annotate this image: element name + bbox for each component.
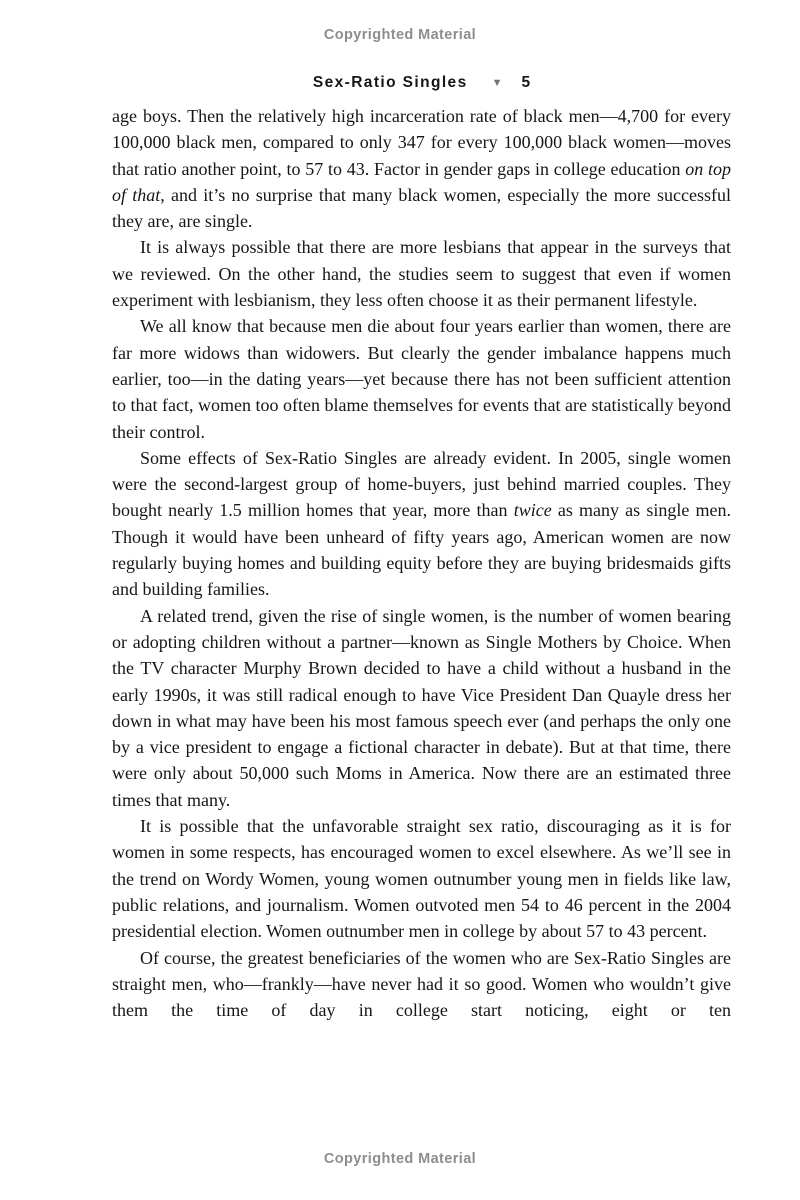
text-run: age boys. Then the relatively high incarceration rate of black men—4,700 for every 100,000 black men, compared to only 347 for every 100,000 black women—moves that ratio another point, to 57 to 43. Factor in gender gaps in college education [112, 106, 731, 179]
paragraph [112, 103, 731, 234]
page-number: 5 [521, 74, 531, 91]
paragraph [112, 813, 731, 944]
copyright-notice-top: Copyrighted Material [323, 27, 477, 43]
paragraph [112, 603, 731, 813]
text-run: Some effects of Sex-Ratio Singles are already evident. In 2005, single women were the second-largest group of home-buyers, just behind married couples. They bought nearly 1.5 million homes that year, more than [112, 447, 731, 521]
text-run: A related trend, given the rise of single women, is the number of women bearing or adopting children without a partner—known as Single Mothers by Choice. When the TV character Murphy Brown decided to have a child without a husband in the early 1990s, it was still radical enough to have Vice President Dan Quayle dress her down in what may have been his most famous speech ever (and perhaps the only one by a vice president to engage a fictional character in debate). But at that time, there were only about 50,000 such Moms in America. Now there are an estimated three times that many. [112, 605, 731, 810]
paragraph [112, 945, 731, 1024]
page-header [112, 74, 731, 92]
page-body [112, 103, 731, 1023]
running-title: Sex-Ratio Singles [312, 74, 468, 91]
italic-text-run: on top of that [112, 158, 731, 205]
text-run: , and it’s no surprise that many black women, especially the more successful they are, are single. [112, 184, 731, 232]
down-triangle-icon: ▼ [491, 77, 503, 89]
copyright-notice-bottom: Copyrighted Material [323, 1151, 477, 1167]
text-run: as many as single men. Though it would have been unheard of fifty years ago, American women are now regularly buying homes and building equity before they are buying bridesmaids gifts and building families. [112, 500, 731, 600]
italic-text-run: twice [513, 500, 552, 521]
text-run: It is always possible that there are more lesbians that appear in the surveys that we reviewed. On the other hand, the studies seem to suggest that even if women experiment with lesbianism, they less often choose it as their permanent lifestyle. [112, 237, 731, 311]
text-run: It is possible that the unfavorable straight sex ratio, discouraging as it is for women in some respects, has encouraged women to excel elsewhere. As we’ll see in the trend on Wordy Women, young women outnumber young men in fields like law, public relations, and journalism. Women outvoted men 54 to 46 percent in the 2004 presidential election. Women outnumber men in college by about 57 to 43 percent. [112, 816, 731, 942]
text-run: We all know that because men die about four years earlier than women, there are far more widows than widowers. But clearly the gender imbalance happens much earlier, too—in the dating years—yet because there has not been sufficient attention to that fact, women too often blame themselves for events that are statistically beyond their control. [112, 316, 731, 442]
paragraph [112, 313, 731, 444]
text-run: Of course, the greatest beneficiaries of the women who are Sex-Ratio Singles are straight men, who—frankly—have never had it so good. Women who wouldn’t give them the time of day in college start noticing, eight or ten [112, 947, 731, 1021]
paragraph [112, 234, 731, 313]
paragraph [112, 445, 731, 603]
